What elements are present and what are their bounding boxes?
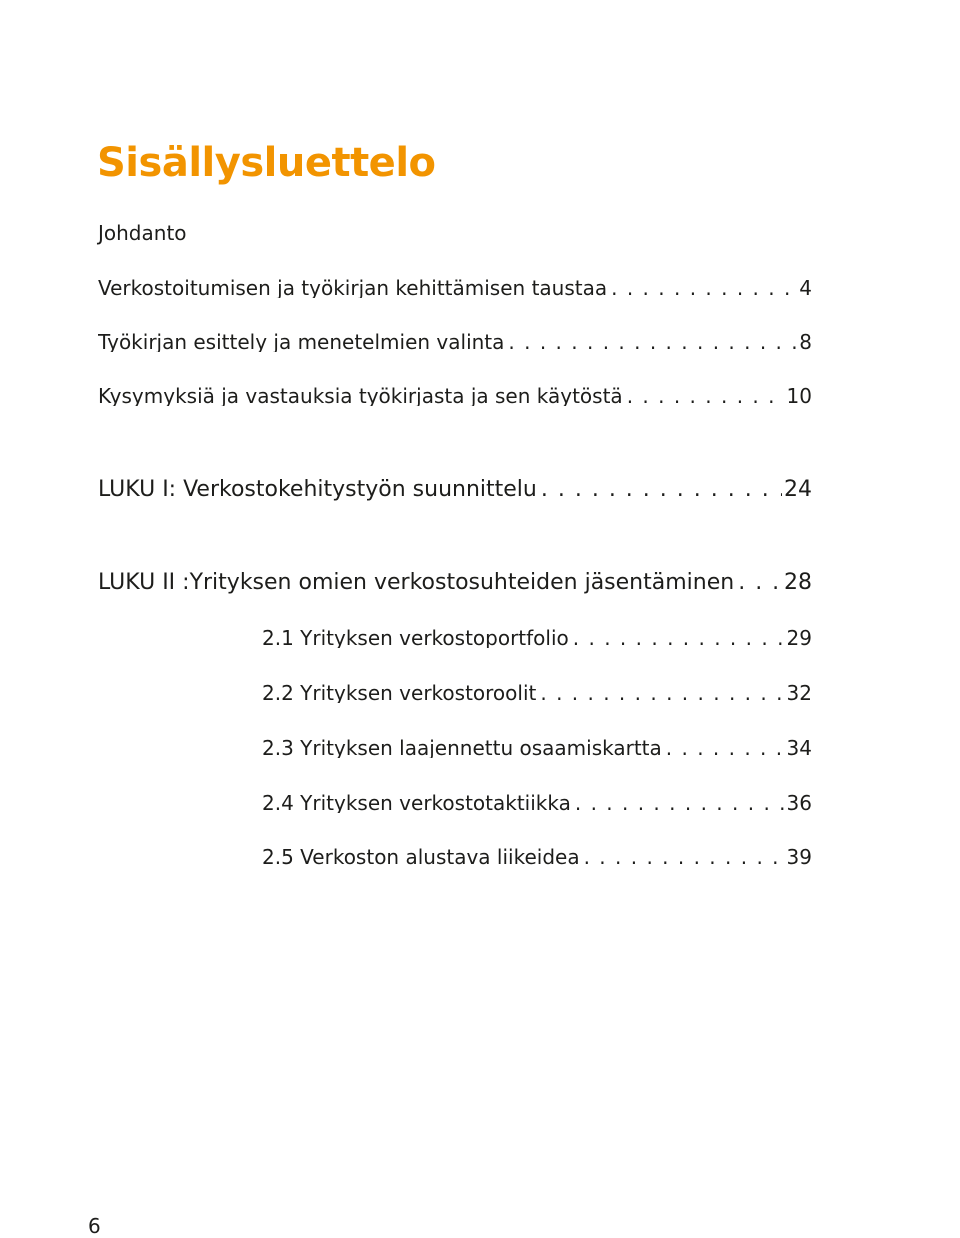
- toc-subsection-label: 2.4 Yrityksen verkostotaktiikka: [262, 793, 571, 813]
- toc-entry: [98, 278, 812, 298]
- toc-subsection-label: 2.1 Yrityksen verkostoportfolio: [262, 628, 569, 648]
- toc-intro: Johdanto: [98, 221, 187, 245]
- toc-entry-label: Työkirjan esittely ja menetelmien valinta: [98, 332, 505, 352]
- toc-chapter-label: LUKU I: Verkostokehitystyön suunnittelu: [98, 479, 537, 501]
- toc-subsection-label: 2.3 Yrityksen laajennettu osaamiskartta: [262, 738, 662, 758]
- toc-subsection-label: 2.2 Yrityksen verkostoroolit: [262, 683, 537, 703]
- toc-entry: [98, 332, 812, 352]
- toc-entry-label: Verkostoitumisen ja työkirjan kehittämisen taustaa: [98, 278, 608, 298]
- toc-chapter: [98, 572, 812, 594]
- toc-entry-page: 10: [786, 386, 812, 406]
- toc-chapter-label: LUKU II :Yrityksen omien verkostosuhteiden jäsentäminen: [98, 572, 735, 594]
- toc-subsection: [262, 793, 812, 813]
- toc-subsection-page: 34: [786, 738, 812, 758]
- toc-subsection-label: 2.5 Verkoston alustava liikeidea: [262, 847, 580, 867]
- toc-entry-page: 4: [799, 278, 812, 298]
- toc-subsection: [262, 683, 812, 703]
- dot-leader: [584, 847, 785, 867]
- toc-subsection-page: 29: [786, 628, 812, 648]
- dot-leader: [540, 683, 784, 703]
- toc-subsection: [262, 628, 812, 648]
- dot-leader: [738, 572, 782, 594]
- toc-entry: [98, 386, 812, 406]
- toc-entry-label: Kysymyksiä ja vastauksia työkirjasta ja sen käytöstä: [98, 386, 623, 406]
- toc-entry-page: 8: [799, 332, 812, 352]
- dot-leader: [627, 386, 785, 406]
- page-title: Sisällysluettelo: [97, 140, 436, 186]
- dot-leader: [611, 278, 797, 298]
- toc-subsection-page: 39: [786, 847, 812, 867]
- toc-chapter: [98, 479, 812, 501]
- dot-leader: [541, 479, 782, 501]
- toc-subsection-page: 36: [786, 793, 812, 813]
- dot-leader: [508, 332, 797, 352]
- toc-subsection: [262, 847, 812, 867]
- page-number: 6: [88, 1214, 101, 1238]
- toc-subsection-page: 32: [786, 683, 812, 703]
- toc-chapter-page: 28: [784, 572, 812, 594]
- toc-subsection: [262, 738, 812, 758]
- dot-leader: [666, 738, 785, 758]
- dot-leader: [575, 793, 785, 813]
- dot-leader: [573, 628, 785, 648]
- toc-chapter-page: 24: [784, 479, 812, 501]
